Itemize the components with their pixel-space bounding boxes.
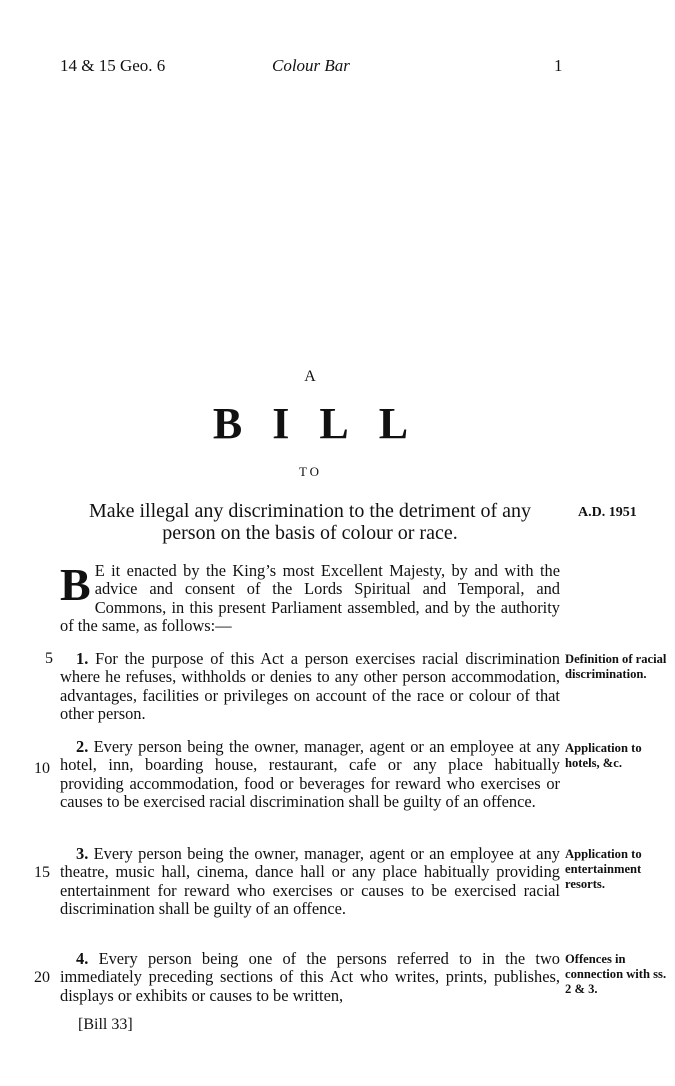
section-text: Every person being the owner, manager, agent or an employee at any theatre, music hall, cinema, dance hall or any place habitually providing entertainment for reward who exercises or causes to be exercised racial discrimination shall be guilty of an offence. — [60, 844, 560, 919]
year-date: A.D. 1951 — [578, 505, 637, 520]
section-number: 2. — [76, 737, 89, 756]
section-number: 4. — [76, 949, 89, 968]
line-number: 5 — [45, 650, 53, 667]
side-note: Application to hotels, &c. — [565, 741, 642, 770]
title-bill: BILL — [212, 399, 439, 448]
line-number: 10 — [34, 760, 50, 777]
page-number: 1 — [554, 56, 563, 75]
enacting-text: E it enacted by the King’s most Excellent Majesty, by and with the advice and consent of the Lords Spiritual and Temporal, and Commons, in this present Parliament assembled, and by the authority of the same, as follows:— — [60, 561, 560, 636]
section-1 — [60, 650, 560, 724]
section-2 — [60, 738, 560, 812]
section-number: 1. — [76, 649, 89, 668]
side-note: Offences in connection with ss. 2 & 3. — [565, 952, 667, 996]
section-text: Every person being one of the persons referred to in the two immediately preceding sections of this Act who writes, prints, publishes, displays or exhibits or causes to be written, — [60, 949, 560, 1005]
section-4 — [60, 950, 560, 1005]
line-number: 20 — [34, 969, 50, 986]
drop-cap: B — [60, 559, 91, 610]
bill-number: [Bill 33] — [78, 1016, 133, 1033]
section-text: Every person being the owner, manager, agent or an employee at any hotel, inn, boarding house, restaurant, cafe or any place habitually providing accommodation, food or beverages for reward who exercises or causes to be exercised racial discrimination shall be guilty of an offence. — [60, 737, 560, 812]
side-note: Application to entertainment resorts. — [565, 847, 642, 891]
header-short-title: Colour Bar — [272, 56, 350, 75]
section-number: 3. — [76, 844, 89, 863]
section-text: For the purpose of this Act a person exercises racial discrimination where he refuses, withholds or denies to any other person accommodation, advantages, facilities or privileges on account of the race or colour of that other person. — [60, 649, 560, 724]
title-a: A — [304, 368, 317, 385]
side-note: Definition of racial discrimination. — [565, 652, 667, 681]
header-session: 14 & 15 Geo. 6 — [60, 56, 166, 75]
enacting-formula — [60, 559, 560, 636]
long-title: Make illegal any discrimination to the detriment of any person on the basis of colour or race. — [88, 500, 532, 544]
line-number: 15 — [34, 864, 50, 881]
title-to: TO — [298, 464, 323, 479]
section-3 — [60, 845, 560, 919]
